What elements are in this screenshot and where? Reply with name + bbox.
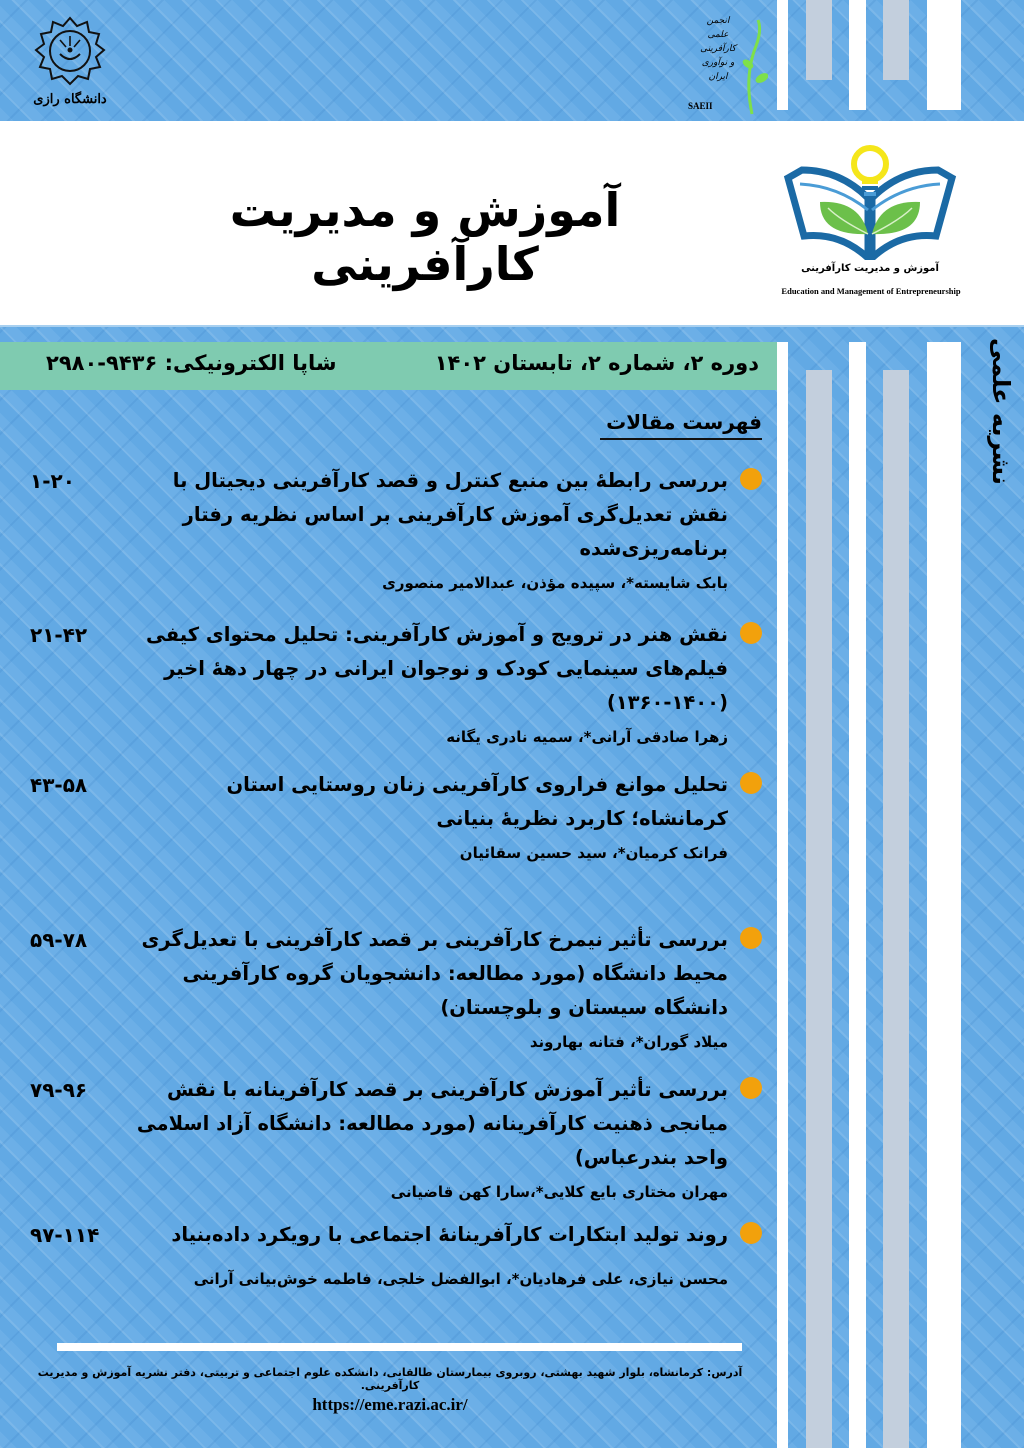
toc-article[interactable] — [20, 618, 762, 746]
article-title[interactable]: نقش هنر در ترویج و آموزش کارآفرینی: تحلیل محتوای کیفی فیلم‌های سینمایی کودک و نوجوان ایرانی در چهار دههٔ اخیر (۱۴۰۰-۱۳۶۰) — [146, 623, 728, 714]
article-title[interactable]: بررسی تأثیر آموزش کارآفرینی بر قصد کارآفرینانه با نقش میانجی ذهنیت کارآفرینانه (مورد مطالعه: دانشگاه آزاد اسلامی واحد بندرعباس) — [136, 1078, 728, 1169]
article-authors: محسن نیازی، علی فرهادیان*، ابوالفضل خلجی، فاطمه خوش‌بیانی آرانی — [193, 1270, 728, 1288]
decorative-bar — [883, 370, 909, 1448]
issue-info: دوره ۲، شماره ۲، تابستان ۱۴۰۲ — [434, 351, 759, 375]
decorative-bar — [777, 342, 788, 1448]
issue-band — [0, 342, 777, 390]
toc-article[interactable] — [20, 923, 762, 1051]
university-logo — [30, 14, 110, 114]
article-authors: مهران مختاری بایع کلایی*،سارا کهن قاضیانی — [390, 1183, 728, 1201]
article-pages: ۹۷-۱۱۴ — [30, 1223, 100, 1247]
decorative-bar — [927, 342, 961, 1448]
article-pages: ۴۳-۵۸ — [30, 773, 88, 797]
bullet-icon — [740, 468, 762, 490]
decorative-bar — [849, 342, 866, 1448]
bullet-icon — [740, 772, 762, 794]
article-authors: زهرا صادقی آرانی*، سمیه نادری یگانه — [446, 728, 728, 746]
decorative-bar — [806, 0, 832, 80]
journal-logo-en: Education and Management of Entrepreneurship — [781, 286, 961, 296]
decorative-bar — [777, 0, 788, 110]
article-pages: ۲۱-۴۲ — [30, 623, 88, 647]
journal-logo-fa: آموزش و مدیریت کارآفرینی — [801, 263, 939, 274]
decorative-bar — [927, 0, 961, 110]
footer-divider — [57, 1343, 742, 1351]
issn-info: شاپا الکترونیکی: ۹۴۳۶-۲۹۸۰ — [46, 351, 337, 375]
bullet-icon — [740, 622, 762, 644]
article-title[interactable]: بررسی تأثیر نیمرخ کارآفرینی بر قصد کارآفرینی با تعدیل‌گری محیط دانشگاه (مورد مطالعه: دانشجویان گروه کارآفرینی دانشگاه سیستان و بلوچستان) — [141, 928, 728, 1019]
bullet-icon — [740, 1222, 762, 1244]
society-logo — [680, 8, 770, 113]
university-logo-caption: دانشگاه رازی — [33, 92, 107, 107]
decorative-bar — [806, 370, 832, 1448]
toc-heading: فهرست مقالات — [600, 410, 762, 440]
article-pages: ۱-۲۰ — [30, 469, 75, 493]
article-title[interactable]: تحلیل موانع فراروی کارآفرینی زنان روستایی استان کرمانشاه؛ کاربرد نظریهٔ بنیانی — [226, 773, 728, 830]
bullet-icon — [740, 927, 762, 949]
journal-website-link[interactable]: https://eme.razi.ac.ir/ — [312, 1395, 468, 1414]
side-label: نشریه علمی — [987, 338, 1015, 485]
decorative-bar — [883, 0, 909, 80]
article-pages: ۵۹-۷۸ — [30, 928, 88, 952]
society-logo-abbr: SAEII — [688, 101, 713, 111]
toc-article[interactable] — [20, 464, 762, 592]
article-title[interactable]: بررسی رابطهٔ بین منبع کنترل و قصد کارآفرینی دیجیتال با نقش تعدیل‌گری آموزش کارآفرینی بر اساس نظریه رفتار برنامه‌ریزی‌شده — [172, 469, 728, 560]
footer-address: آدرس: کرمانشاه، بلوار شهید بهشتی، روبروی بیمارستان طالقانی، دانشکده علوم اجتماعی و تربیتی، دفتر نشریه آموزش و مدیریت کارآفرینی. — [37, 1366, 743, 1392]
toc-article[interactable] — [20, 768, 762, 862]
article-authors: بابک شایسته*، سپیده مؤذن، عبدالامیر منصوری — [382, 574, 728, 592]
article-authors: میلاد گوران*، فتانه بهاروند — [529, 1033, 728, 1051]
toc-article[interactable] — [20, 1218, 762, 1288]
toc-article[interactable] — [20, 1073, 762, 1201]
society-logo-text: انجمن علمی کارآفرینی و نوآوری ایران — [700, 16, 736, 82]
book-lightbulb-icon — [780, 140, 960, 260]
decorative-bar — [849, 0, 866, 110]
journal-title: آموزش و مدیریت کارآفرینی — [229, 183, 621, 291]
university-emblem-icon — [30, 14, 110, 90]
article-title[interactable]: روند تولید ابتکارات کارآفرینانهٔ اجتماعی با رویکرد داده‌بنیاد — [171, 1223, 728, 1246]
article-pages: ۷۹-۹۶ — [30, 1078, 88, 1102]
journal-logo — [780, 140, 970, 310]
article-authors: فرانک کرمیان*، سید حسین سقائیان — [459, 844, 728, 862]
bullet-icon — [740, 1077, 762, 1099]
